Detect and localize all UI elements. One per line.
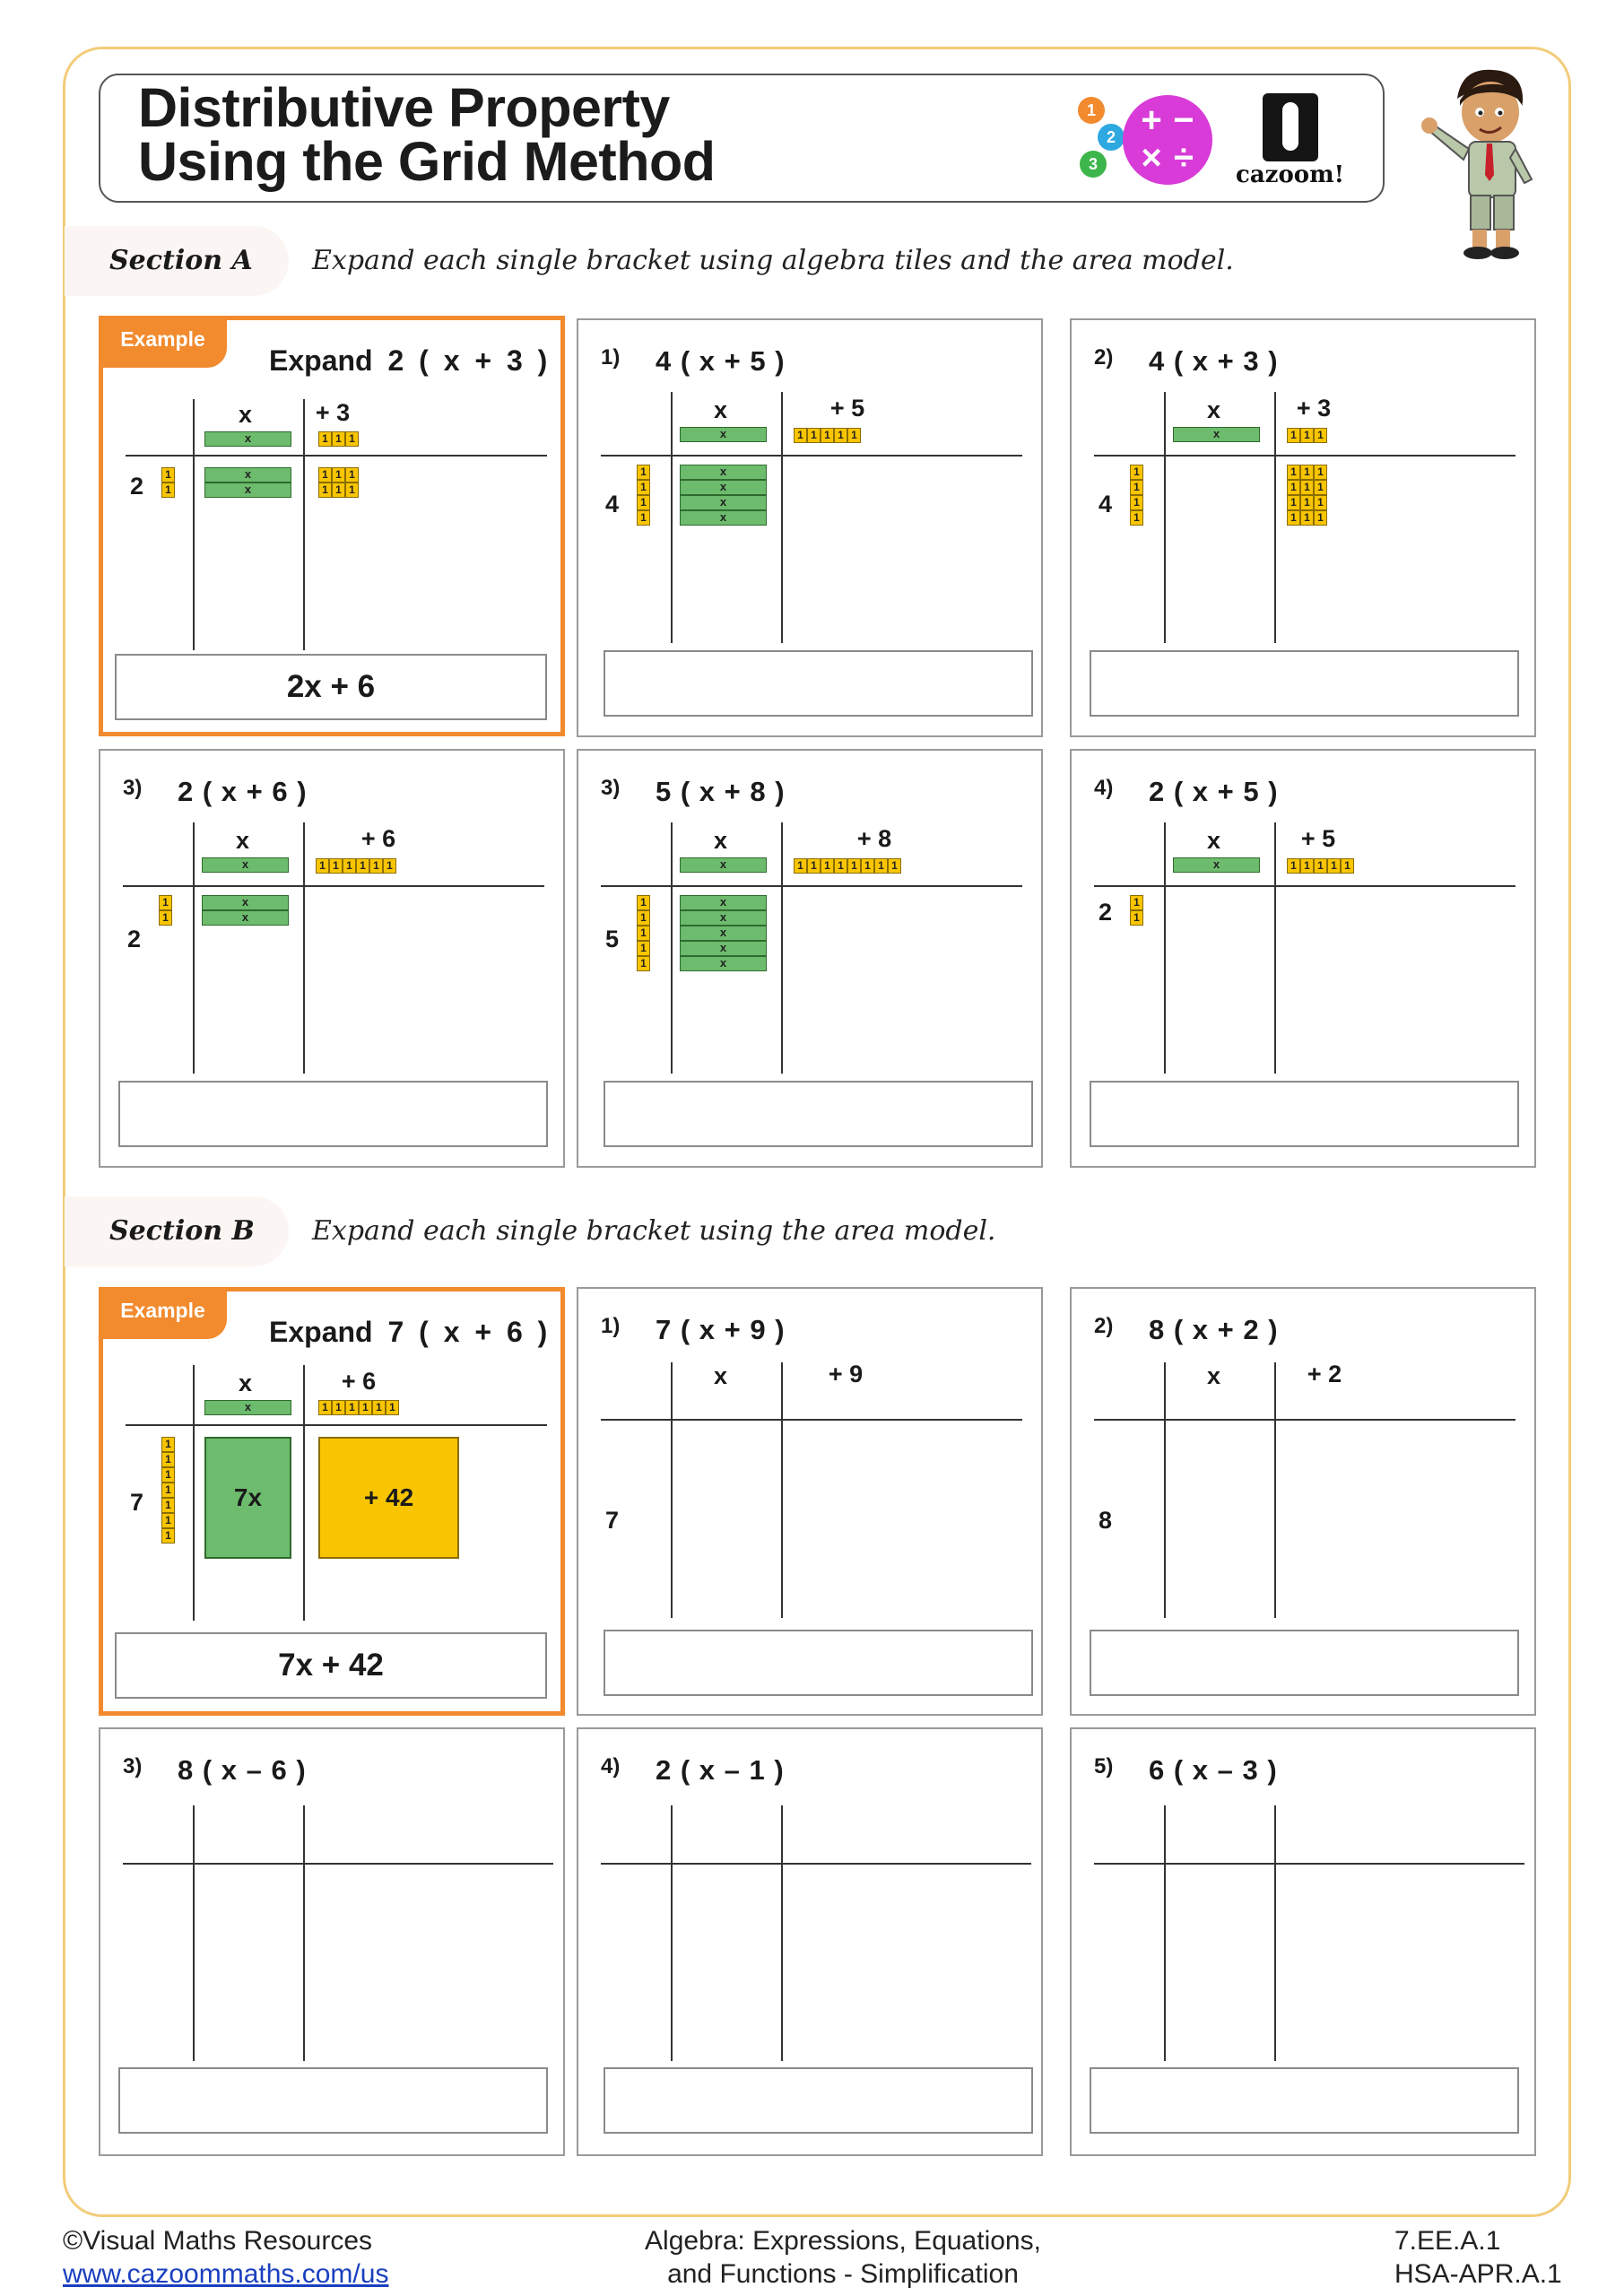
unit-tile: 1 (161, 1452, 175, 1467)
unit-tile: 1 (1314, 428, 1327, 443)
area-cell-const: + 42 (318, 1437, 459, 1559)
unit-tile: 1 (345, 431, 359, 447)
tile-group (1287, 480, 1327, 495)
tile-group (1173, 857, 1260, 873)
unit-tile: 1 (332, 1400, 345, 1415)
col-header-x: x (1206, 396, 1221, 423)
unit-tile: 1 (369, 858, 383, 874)
example-badge: Example (99, 316, 227, 368)
col-header-const: + 8 (856, 825, 892, 852)
example-expression (269, 1316, 547, 1349)
unit-tile: 1 (807, 428, 821, 443)
unit-tile: 1 (343, 858, 356, 874)
unit-tile: 1 (1327, 858, 1341, 874)
question-expression: 2 ( x – 1 ) (656, 1754, 785, 1786)
cazoom-logo (1229, 90, 1354, 188)
col-header-const: + 3 (315, 399, 351, 426)
tile-group (637, 895, 650, 971)
unit-tile: 1 (1130, 465, 1143, 480)
col-header-const: + 6 (360, 825, 396, 852)
x-tile: x (204, 431, 291, 447)
unit-tile: 1 (821, 858, 834, 874)
x-tile: x (680, 956, 767, 971)
unit-tile: 1 (372, 1400, 386, 1415)
unit-tile: 1 (1300, 510, 1314, 526)
unit-tile: 1 (834, 858, 847, 874)
unit-tile: 1 (1314, 480, 1327, 495)
row-header: 2 (130, 473, 144, 500)
grid-hline (126, 1424, 547, 1426)
x-tile: x (680, 941, 767, 956)
example-bracket: 2 ( x + 3 ) (387, 344, 548, 377)
unit-tile: 1 (161, 1467, 175, 1483)
tile-group (1287, 495, 1327, 510)
answer-box[interactable] (118, 1081, 548, 1147)
col-header-x: x (235, 827, 250, 854)
section-a-example-card (99, 316, 565, 736)
unit-tile: 1 (345, 1400, 359, 1415)
tile-group (1130, 465, 1143, 526)
grid-vline-2 (303, 822, 305, 1074)
answer-box[interactable] (1090, 1081, 1519, 1147)
section-a-question-5 (1070, 749, 1536, 1168)
unit-tile: 1 (637, 941, 650, 956)
x-tile: x (1173, 857, 1260, 873)
tile-group (318, 1400, 399, 1415)
unit-tile: 1 (1300, 428, 1314, 443)
grid-vline-2 (303, 399, 305, 650)
grid-hline (1094, 885, 1515, 887)
section-a-question-3 (99, 749, 565, 1168)
plus-icon: + (1141, 100, 1162, 140)
footer-standard-2: HSA-APR.A.1 (1394, 2259, 1562, 2289)
grid-vline-1 (193, 1365, 195, 1621)
row-header: 8 (1099, 1507, 1113, 1534)
unit-tile: 1 (159, 910, 172, 926)
question-number: 3) (123, 776, 143, 800)
x-tile: x (202, 895, 289, 910)
tile-group (1287, 465, 1327, 480)
answer-box[interactable] (118, 2067, 548, 2134)
title-line-1: Distributive Property (138, 77, 670, 138)
grid-hline (1094, 455, 1515, 457)
answer-box[interactable] (604, 1081, 1033, 1147)
tile-group (202, 895, 289, 926)
grid-vline-2 (303, 1365, 305, 1621)
unit-tile: 1 (637, 956, 650, 971)
question-number: 2) (1094, 345, 1114, 370)
example-expression (269, 344, 547, 378)
tile-group (1287, 510, 1327, 526)
x-tile: x (680, 910, 767, 926)
question-expression: 8 ( x + 2 ) (1149, 1314, 1279, 1345)
unit-tile: 1 (386, 1400, 399, 1415)
math-operations-icon (1123, 95, 1212, 185)
x-tile: x (202, 857, 289, 873)
question-expression: 2 ( x + 5 ) (1149, 776, 1279, 807)
unit-tile: 1 (1287, 858, 1300, 874)
unit-tile: 1 (356, 858, 369, 874)
grid-hline (123, 885, 544, 887)
title-line-2: Using the Grid Method (138, 131, 716, 192)
col-header-const: + 3 (1296, 395, 1332, 422)
question-number: 3) (601, 776, 621, 800)
tile-group (680, 427, 767, 442)
tile-group (316, 858, 396, 874)
grid-vline-2 (1274, 1805, 1276, 2061)
grid-hline (601, 1863, 1031, 1865)
row-header: 2 (127, 926, 142, 952)
question-number: 4) (1094, 776, 1114, 800)
col-header-const: + 2 (1307, 1361, 1342, 1387)
section-b-question-3 (99, 1727, 565, 2156)
x-tile: x (680, 495, 767, 510)
grid-vline-2 (781, 822, 783, 1074)
col-header-x: x (713, 1362, 728, 1389)
grid-vline-1 (671, 392, 673, 643)
unit-tile: 1 (1287, 510, 1300, 526)
unit-tile: 1 (161, 1513, 175, 1528)
question-expression: 6 ( x – 3 ) (1149, 1754, 1278, 1786)
minus-icon: − (1173, 100, 1194, 140)
unit-tile: 1 (318, 483, 332, 498)
question-expression: 2 ( x + 6 ) (178, 776, 308, 807)
grid-vline-1 (671, 822, 673, 1074)
footer-left (63, 2224, 388, 2291)
grid-hline (126, 455, 547, 457)
tile-group (202, 857, 289, 873)
unit-tile: 1 (861, 858, 874, 874)
unit-tile: 1 (161, 1528, 175, 1544)
grid-vline-1 (671, 1805, 673, 2061)
unit-tile: 1 (1130, 480, 1143, 495)
grid-hline (601, 455, 1022, 457)
grid-vline-1 (193, 399, 195, 650)
section-b-question-2 (1070, 1287, 1536, 1716)
expand-label: Expand (269, 1316, 373, 1348)
unit-tile: 1 (345, 483, 359, 498)
unit-tile: 1 (345, 467, 359, 483)
unit-tile: 1 (332, 467, 345, 483)
answer-box[interactable] (604, 2067, 1033, 2134)
x-tile: x (1173, 427, 1260, 442)
grid-hline (601, 885, 1022, 887)
grid-vline-1 (193, 1805, 195, 2061)
unit-tile: 1 (316, 858, 329, 874)
grid-vline-2 (781, 392, 783, 643)
unit-tile: 1 (637, 510, 650, 526)
col-header-x: x (713, 396, 728, 423)
tile-group (204, 1400, 291, 1415)
question-number: 4) (601, 1754, 621, 1779)
unit-tile: 1 (637, 910, 650, 926)
unit-tile: 1 (318, 431, 332, 447)
row-header: 4 (1099, 491, 1113, 517)
times-icon: × (1141, 138, 1162, 178)
grid-hline (601, 1419, 1022, 1421)
question-number: 1) (601, 345, 621, 370)
grid-vline-1 (193, 822, 195, 1074)
x-tile: x (680, 857, 767, 873)
row-header: 7 (130, 1489, 144, 1516)
unit-tile: 1 (161, 1483, 175, 1498)
question-expression: 4 ( x + 3 ) (1149, 345, 1279, 377)
unit-tile: 1 (637, 895, 650, 910)
tile-group (794, 858, 901, 874)
unit-tile: 1 (821, 428, 834, 443)
cazoom-logo-text: cazoom! (1236, 161, 1345, 188)
grid-vline-1 (1164, 822, 1166, 1074)
footer-url-link[interactable]: www.cazoommaths.com/us (63, 2259, 389, 2289)
question-expression: 4 ( x + 5 ) (656, 345, 786, 377)
footer-standards (1394, 2224, 1562, 2291)
footer-topic (538, 2224, 1148, 2291)
answer-box[interactable] (1090, 2067, 1519, 2134)
x-tile: x (680, 926, 767, 941)
unit-tile: 1 (359, 1400, 372, 1415)
x-tile: x (680, 895, 767, 910)
footer-standard-1: 7.EE.A.1 (1394, 2226, 1501, 2256)
section-b-example-card (99, 1287, 565, 1716)
example-badge: Example (99, 1287, 227, 1339)
tile-group (318, 467, 359, 483)
unit-tile: 1 (161, 483, 175, 498)
unit-tile: 1 (332, 431, 345, 447)
row-header: 2 (1099, 899, 1113, 926)
unit-tile: 1 (1287, 495, 1300, 510)
grid-vline-2 (1274, 822, 1276, 1074)
x-tile: x (202, 910, 289, 926)
answer-box[interactable] (604, 650, 1033, 717)
tile-group (1130, 895, 1143, 926)
row-header: 4 (605, 491, 620, 517)
title-box (99, 74, 1385, 203)
footer-topic-line-1: Algebra: Expressions, Equations, (645, 2226, 1041, 2256)
unit-tile: 1 (1300, 465, 1314, 480)
dot-2: 2 (1098, 124, 1125, 151)
unit-tile: 1 (1287, 480, 1300, 495)
grid-vline-2 (781, 1362, 783, 1618)
unit-tile: 1 (637, 926, 650, 941)
x-tile: x (204, 467, 291, 483)
tile-group (1287, 465, 1327, 526)
grid-vline-2 (1274, 1362, 1276, 1618)
unit-tile: 1 (1287, 465, 1300, 480)
grid-hline (1094, 1419, 1515, 1421)
col-header-const: + 5 (1300, 825, 1336, 852)
grid-vline-2 (781, 1805, 783, 2061)
question-number: 3) (123, 1754, 143, 1779)
unit-tile: 1 (874, 858, 888, 874)
unit-tile: 1 (161, 467, 175, 483)
unit-tile: 1 (1314, 858, 1327, 874)
example-bracket: 7 ( x + 6 ) (387, 1316, 548, 1348)
answer-box[interactable] (1090, 1630, 1519, 1696)
row-header: 5 (605, 926, 620, 952)
col-header-x: x (1206, 827, 1221, 854)
unit-tile: 1 (847, 428, 861, 443)
grid-hline (123, 1863, 553, 1865)
grid-vline-1 (1164, 392, 1166, 643)
question-number: 2) (1094, 1314, 1114, 1338)
col-header-const: + 6 (341, 1368, 377, 1395)
tile-group (161, 467, 175, 498)
unit-tile: 1 (794, 428, 807, 443)
grid-vline-1 (1164, 1805, 1166, 2061)
question-expression: 7 ( x + 9 ) (656, 1314, 786, 1345)
unit-tile: 1 (1130, 495, 1143, 510)
unit-tile: 1 (1300, 858, 1314, 874)
x-tile: x (204, 1400, 291, 1415)
unit-tile: 1 (888, 858, 901, 874)
section-b-question-4 (577, 1727, 1043, 2156)
footer-topic-line-2: and Functions - Simplification (667, 2259, 1019, 2289)
tile-group (318, 467, 359, 498)
section-a-instruction: Expand each single bracket using algebra tiles and the area model. (312, 245, 1234, 276)
grid-vline-2 (303, 1805, 305, 2061)
dot-1: 1 (1078, 97, 1105, 124)
unit-tile: 1 (161, 1498, 175, 1513)
question-expression: 5 ( x + 8 ) (656, 776, 786, 807)
section-a-question-1 (577, 318, 1043, 737)
x-tile: x (680, 510, 767, 526)
question-expression: 8 ( x – 6 ) (178, 1754, 307, 1786)
section-b-question-1 (577, 1287, 1043, 1716)
expand-label: Expand (269, 344, 373, 377)
unit-tile: 1 (1314, 465, 1327, 480)
unit-tile: 1 (1314, 495, 1327, 510)
unit-tile: 1 (332, 483, 345, 498)
grid-vline-1 (1164, 1362, 1166, 1618)
answer-box[interactable] (604, 1630, 1033, 1696)
col-header-const: + 5 (829, 395, 865, 422)
tile-group (318, 431, 359, 447)
tile-group (1287, 428, 1327, 443)
unit-tile: 1 (637, 465, 650, 480)
grid-vline-1 (671, 1362, 673, 1618)
section-a-question-4 (577, 749, 1043, 1168)
tile-group (680, 857, 767, 873)
col-header-x: x (238, 1370, 253, 1396)
unit-tile: 1 (161, 1437, 175, 1452)
x-tile: x (680, 465, 767, 480)
cazoom-logo-icon (1263, 93, 1318, 161)
col-header-const: + 9 (828, 1361, 864, 1387)
x-tile: x (680, 480, 767, 495)
x-tile: x (680, 427, 767, 442)
divide-icon: ÷ (1174, 138, 1194, 178)
tile-group (794, 428, 861, 443)
grid-hline (1094, 1863, 1524, 1865)
unit-tile: 1 (329, 858, 343, 874)
section-b-question-5 (1070, 1727, 1536, 2156)
unit-tile: 1 (637, 480, 650, 495)
unit-tile: 1 (637, 495, 650, 510)
grid-vline-2 (1274, 392, 1276, 643)
tile-group (161, 1437, 175, 1544)
tile-group (318, 483, 359, 498)
area-cell-x: 7x (204, 1437, 291, 1559)
section-b-label: Section B (65, 1196, 289, 1266)
unit-tile: 1 (1300, 480, 1314, 495)
unit-tile: 1 (807, 858, 821, 874)
page-title (138, 77, 716, 192)
dot-3: 3 (1080, 151, 1107, 178)
answer-box: 2x + 6 (115, 654, 547, 720)
question-number: 5) (1094, 1754, 1114, 1779)
tile-group (1287, 858, 1354, 874)
unit-tile: 1 (1287, 428, 1300, 443)
col-header-x: x (238, 401, 253, 428)
tile-group (680, 895, 767, 971)
unit-tile: 1 (1130, 510, 1143, 526)
section-a-question-2 (1070, 318, 1536, 737)
col-header-x: x (713, 827, 728, 854)
answer-box[interactable] (1090, 650, 1519, 717)
tile-group (204, 431, 291, 447)
unit-tile: 1 (1130, 910, 1143, 926)
unit-tile: 1 (847, 858, 861, 874)
unit-tile: 1 (1300, 495, 1314, 510)
unit-tile: 1 (1314, 510, 1327, 526)
question-number: 1) (601, 1314, 621, 1338)
footer-copyright: ©Visual Maths Resources (63, 2226, 373, 2256)
tile-group (1173, 427, 1260, 442)
col-header-x: x (1206, 1362, 1221, 1389)
unit-tile: 1 (318, 1400, 332, 1415)
x-tile: x (204, 483, 291, 498)
section-b-instruction: Expand each single bracket using the area model. (312, 1215, 996, 1247)
student-character-icon (1417, 63, 1551, 265)
tile-group (204, 467, 291, 498)
unit-tile: 1 (383, 858, 396, 874)
unit-tile: 1 (1130, 895, 1143, 910)
unit-tile: 1 (794, 858, 807, 874)
section-a-label: Section A (65, 226, 289, 296)
unit-tile: 1 (834, 428, 847, 443)
unit-tile: 1 (1341, 858, 1354, 874)
tile-group (637, 465, 650, 526)
tile-group (159, 895, 172, 926)
tile-group (680, 465, 767, 526)
answer-box: 7x + 42 (115, 1632, 547, 1699)
row-header: 7 (605, 1507, 620, 1534)
unit-tile: 1 (159, 895, 172, 910)
unit-tile: 1 (318, 467, 332, 483)
